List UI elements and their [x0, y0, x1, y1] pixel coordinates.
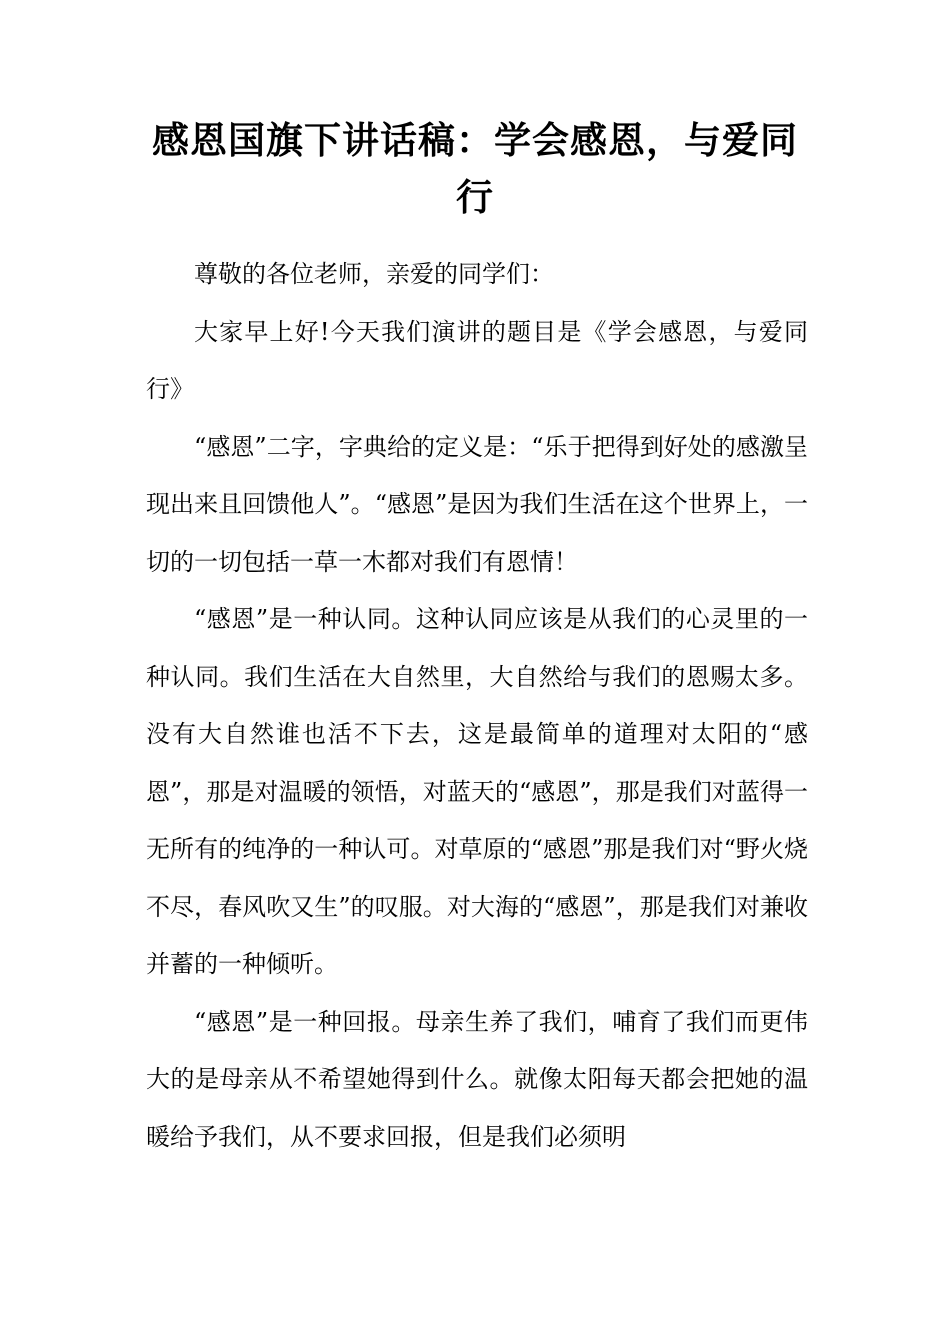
recognition-paragraph: “感恩”是一种认同。这种认同应该是从我们的心灵里的一种认同。我们生活在大自然里，大自然给与我们的恩赐太多。没有大自然谁也活不下去，这是最简单的道理对太阳的“感恩”，那是对温暖的领悟，对蓝天的“感恩”，那是我们对蓝得一无所有的纯净的一种认可。对草原的“感恩”那是我们对“野火烧不尽，春风吹又生”的叹服。对大海的“感恩”，那是我们对兼收并蓄的一种倾听。	[146, 605, 808, 978]
salutation-paragraph: 尊敬的各位老师，亲爱的同学们：	[194, 260, 554, 288]
document-title: 感恩国旗下讲话稿：学会感恩，与爱同行	[152, 119, 798, 219]
definition-paragraph: “感恩”二字，字典给的定义是：“乐于把得到好处的感激呈现出来且回馈他人”。“感恩”是因为我们生活在这个世界上，一切的一切包括一草一木都对我们有恩情！	[146, 432, 808, 576]
greeting-paragraph: 大家早上好!今天我们演讲的题目是《学会感恩，与爱同行》	[146, 317, 808, 403]
document-body	[146, 246, 808, 1166]
repayment-paragraph: “感恩”是一种回报。母亲生养了我们，哺育了我们而更伟大的是母亲从不希望她得到什么。就像太阳每天都会把她的温暖给予我们，从不要求回报，但是我们必须明	[146, 1007, 808, 1151]
